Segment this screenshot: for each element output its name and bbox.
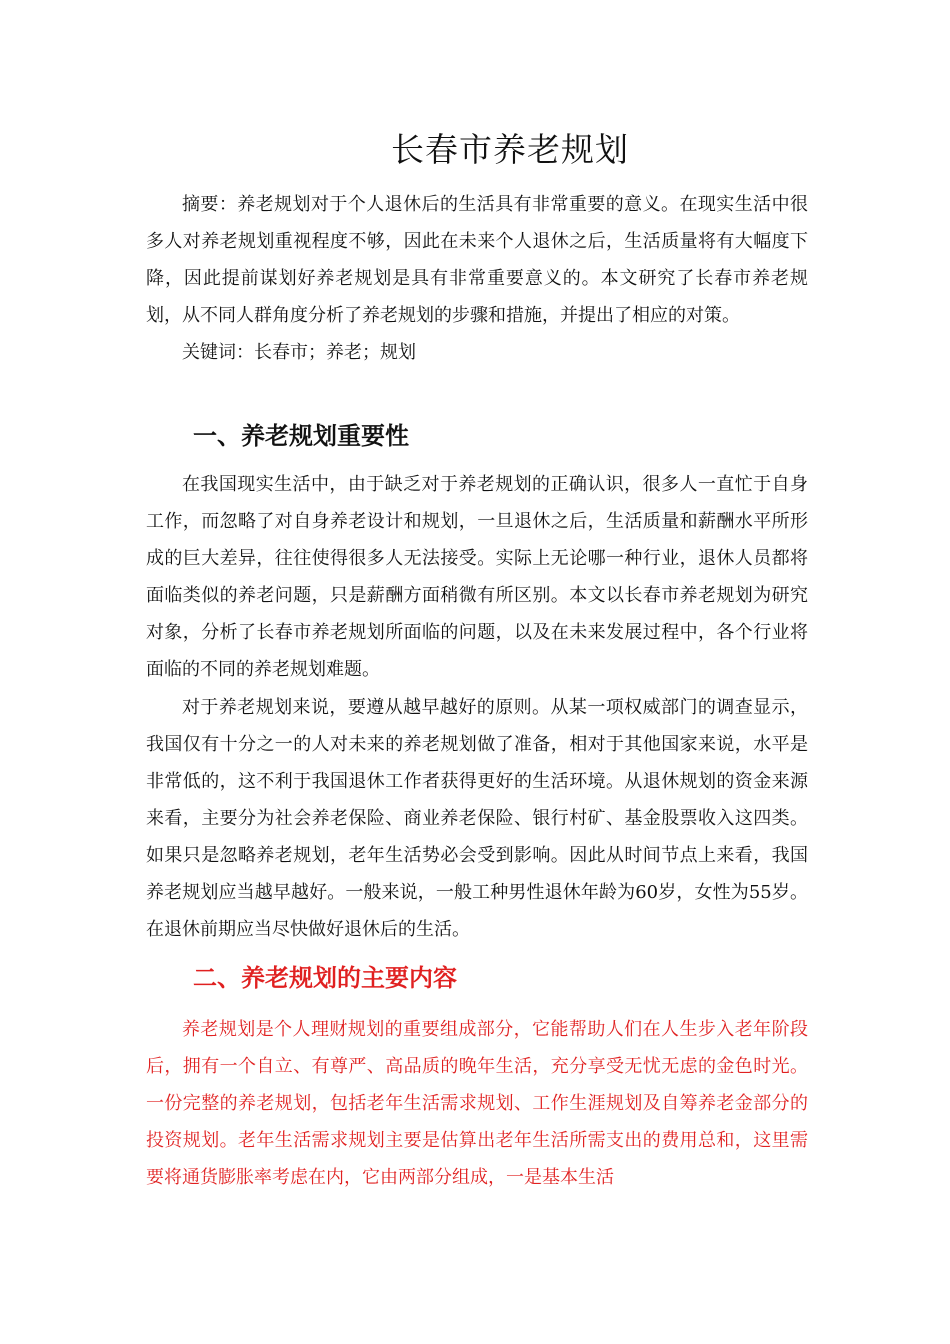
section1-heading: 一、养老规划重要性	[193, 422, 409, 450]
section1-paragraph: 在我国现实生活中，由于缺乏对于养老规划的正确认识，很多人一直忙于自身工作，而忽略了对自身养老设计和规划，一旦退休之后，生活质量和薪酬水平所形成的巨大差异，往往使得很多人无法接受。实际上无论哪一种行业，退休人员都将面临类似的养老问题，只是薪酬方面稍微有所区别。本文以长春市养老规划为研究对象，分析了长春市养老规划所面临的问题，以及在未来发展过程中，各个行业将面临的不同的养老规划难题。	[146, 474, 808, 681]
section2-paragraph: 养老规划是个人理财规划的重要组成部分，它能帮助人们在人生步入老年阶段后，拥有一个自立、有尊严、高品质的晚年生活，充分享受无忧无虑的金色时光。一份完整的养老规划，包括老年生活需求规划、工作生涯规划及自筹养老金部分的投资规划。老年生活需求规划主要是估算出老年生活所需支出的费用总和，这里需要将通货膨胀率考虑在内，它由两部分组成，一是基本生活	[146, 1019, 808, 1189]
abstract-block	[146, 186, 808, 371]
abstract-paragraph: 摘要：养老规划对于个人退休后的生活具有非常重要的意义。在现实生活中很多人对养老规划重视程度不够，因此在未来个人退休之后，生活质量将有大幅度下降，因此提前谋划好养老规划是具有非常重要意义的。本文研究了长春市养老规划，从不同人群角度分析了养老规划的步骤和措施，并提出了相应的对策。	[146, 194, 808, 327]
keywords-line: 关键词：长春市；养老；规划	[182, 342, 416, 364]
section2-body	[146, 1011, 808, 1196]
section2-heading: 二、养老规划的主要内容	[193, 964, 457, 992]
section1-paragraph: 对于养老规划来说，要遵从越早越好的原则。从某一项权威部门的调查显示，我国仅有十分之一的人对未来的养老规划做了准备，相对于其他国家来说，水平是非常低的，这不利于我国退休工作者获得更好的生活环境。从退休规划的资金来源来看，主要分为社会养老保险、商业养老保险、银行村矿、基金股票收入这四类。如果只是忽略养老规划，老年生活势必会受到影响。因此从时间节点上来看，我国养老规划应当越早越好。一般来说，一般工种男性退休年龄为60岁，女性为55岁。在退休前期应当尽快做好退休后的生活。	[146, 696, 808, 941]
document-title: 长春市养老规划	[391, 130, 629, 169]
section1-body	[146, 466, 808, 948]
